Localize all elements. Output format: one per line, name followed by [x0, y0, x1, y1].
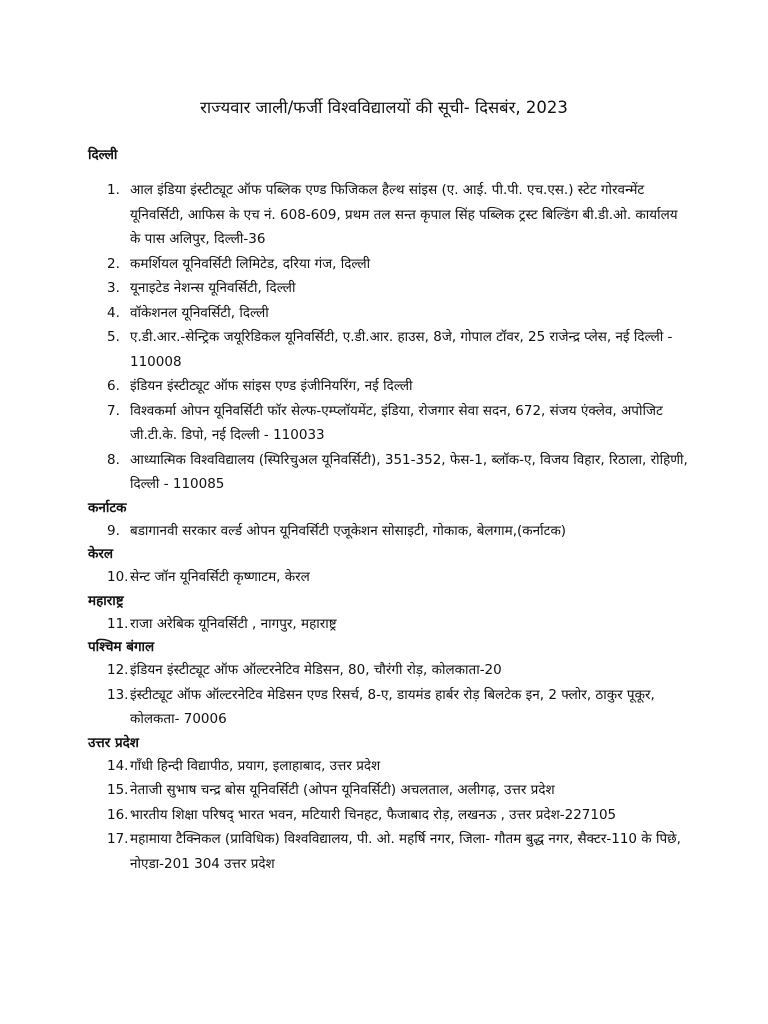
- section-heading: कर्नाटक: [88, 499, 127, 516]
- section-maharashtra: [88, 590, 692, 637]
- list-item: [88, 565, 692, 590]
- list-item: [88, 276, 692, 301]
- item-number: 3.: [107, 280, 120, 296]
- list-item: [88, 374, 692, 399]
- list-item: [88, 252, 692, 277]
- section-list: [88, 178, 692, 497]
- item-text: कमर्शियल यूनिवर्सिटी लिमिटेड, दरिया गंज, दिल्ली: [130, 255, 371, 272]
- item-text: महामाया टैक्निकल (प्राविधिक) विश्वविद्यालय, पी. ओ. महर्षि नगर, जिला- गौतम बुद्ध नगर, सैक्टर-110 के पिछे, नोएडा-201 304 उत्तर प्रदेश: [130, 831, 681, 872]
- item-text: राजा अरेबिक यूनिवर्सिटी , नागपुर, महाराष्ट्र: [130, 615, 337, 632]
- item-text: भारतीय शिक्षा परिषद् भारत भवन, मटियारी चिनहट, फैजाबाद रोड़, लखनऊ , उत्तर प्रदेश-227105: [130, 806, 617, 823]
- item-text: आध्यात्मिक विश्वविद्यालय (स्पिरिचुअल यूनिवर्सिटी), 351-352, फेस-1, ब्लॉक-ए, विजय विहार, रिठाला, रोहिणी, दिल्ली - 110085: [130, 451, 688, 492]
- item-text: आल इंडिया इंस्टीट्यूट ऑफ पब्लिक एण्ड फिजिकल हैल्थ सांइस (ए. आई. पी.पी. एच.एस.) स्टेट गोरवन्मेंट यूनिवर्सिटी, आफिस के एच नं. 608-609, प्रथम तल सन्त कृपाल सिंह पब्लिक ट्रस्ट बिल्डिंग बी.डी.ओ. कार्यालय के पास अलिपुर, दिल्ली-36: [130, 182, 678, 247]
- list-item: [88, 448, 692, 497]
- section-kerala: [88, 543, 692, 590]
- section-heading: पश्चिम बंगाल: [88, 639, 155, 655]
- list-item: [88, 778, 692, 803]
- sections-container: [88, 144, 692, 876]
- item-number: 17.: [107, 831, 129, 847]
- section-heading: उत्तर प्रदेश: [88, 734, 139, 751]
- item-text: बडागानवी सरकार वर्ल्ड ओपन यूनिवर्सिटी एजूकेशन सोसाइटी, गोकाक, बेलगाम,(कर्नाटक): [130, 522, 567, 539]
- list-item: [88, 683, 692, 732]
- item-number: 6.: [107, 378, 120, 394]
- list-item: [88, 178, 692, 252]
- section-delhi: [88, 144, 692, 497]
- item-text: यूनाइटेड नेशन्स यूनिवर्सिटी, दिल्ली: [130, 280, 296, 296]
- item-number: 1.: [107, 182, 120, 198]
- item-number: 7.: [107, 402, 120, 419]
- item-number: 4.: [107, 304, 120, 321]
- section-heading: केरल: [88, 546, 114, 562]
- item-text: ए.डी.आर.-सेन्ट्रिक जयूरिडिकल यूनिवर्सिटी, ए.डी.आर. हाउस, 8जे, गोपाल टॉवर, 25 राजेन्द्र प्लेस, नई दिल्ली - 110008: [130, 329, 673, 370]
- item-number: 14.: [107, 757, 129, 774]
- item-text: वॉकेशनल यूनिवर्सिटी, दिल्ली: [130, 304, 269, 321]
- item-number: 9.: [107, 522, 120, 539]
- item-number: 11.: [107, 615, 129, 632]
- list-item: [88, 399, 692, 448]
- item-text: इंडियन इंस्टीट्यूट ऑफ ऑल्टरनेटिव मेडिसन, 80, चौरंगी रोड़, कोलकाता-20: [130, 662, 502, 678]
- section-heading: दिल्ली: [88, 147, 118, 163]
- list-item: [88, 612, 692, 637]
- list-item: [88, 658, 692, 683]
- list-item: [88, 325, 692, 374]
- item-text: गाँधी हिन्दी विद्यापीठ, प्रयाग, इलाहाबाद, उत्तर प्रदेश: [130, 757, 381, 774]
- item-number: 8.: [107, 451, 120, 468]
- item-number: 16.: [107, 806, 129, 823]
- section-list: [88, 612, 692, 637]
- section-west-bengal: [88, 636, 692, 732]
- list-item: [88, 827, 692, 876]
- section-heading: महाराष्ट्र: [88, 592, 124, 609]
- item-number: 2.: [107, 255, 120, 272]
- section-list: [88, 658, 692, 732]
- item-text: नेताजी सुभाष चन्द्र बोस यूनिवर्सिटी (ओपन यूनिवर्सिटी) अचलताल, अलीगढ़, उत्तर प्रदेश: [130, 782, 555, 798]
- item-number: 10.: [107, 569, 129, 585]
- section-list: [88, 565, 692, 590]
- section-karnataka: [88, 497, 692, 544]
- list-item: [88, 301, 692, 326]
- item-number: 15.: [107, 782, 129, 798]
- item-text: विश्वकर्मा ओपन यूनिवर्सिटी फॉर सेल्फ-एम्प्लॉयमेंट, इंडिया, रोजगार सेवा सदन, 672, संजय एंक्लेव, अपोजिट जी.टी.के. डिपो, नई दिल्ली - 110033: [130, 402, 663, 443]
- item-text: इंडियन इंस्टीट्यूट ऑफ सांइस एण्ड इंजीनियरिंग, नई दिल्ली: [130, 378, 413, 394]
- item-number: 12.: [107, 662, 129, 678]
- list-item: [88, 519, 692, 544]
- list-item: [88, 803, 692, 828]
- item-text: सेन्ट जॉन यूनिवर्सिटी कृष्णाटम, केरल: [130, 569, 310, 585]
- item-number: 5.: [107, 329, 120, 345]
- list-item: [88, 754, 692, 779]
- section-list: [88, 519, 692, 544]
- item-text: इंस्टीट्यूट ऑफ ऑल्टरनेटिव मेडिसन एण्ड रिसर्च, 8-ए, डायमंड हार्बर रोड़ बिलटेक इन, 2 फ्लोर, ठाकुर पूकूर, कोलकता- 70006: [130, 686, 655, 727]
- section-list: [88, 754, 692, 877]
- item-number: 13.: [107, 686, 129, 703]
- section-uttar-pradesh: [88, 732, 692, 877]
- document-title: राज्यवार जाली/फर्जी विश्वविद्यालयों की सूची- दिसबंर, 2023: [200, 98, 568, 117]
